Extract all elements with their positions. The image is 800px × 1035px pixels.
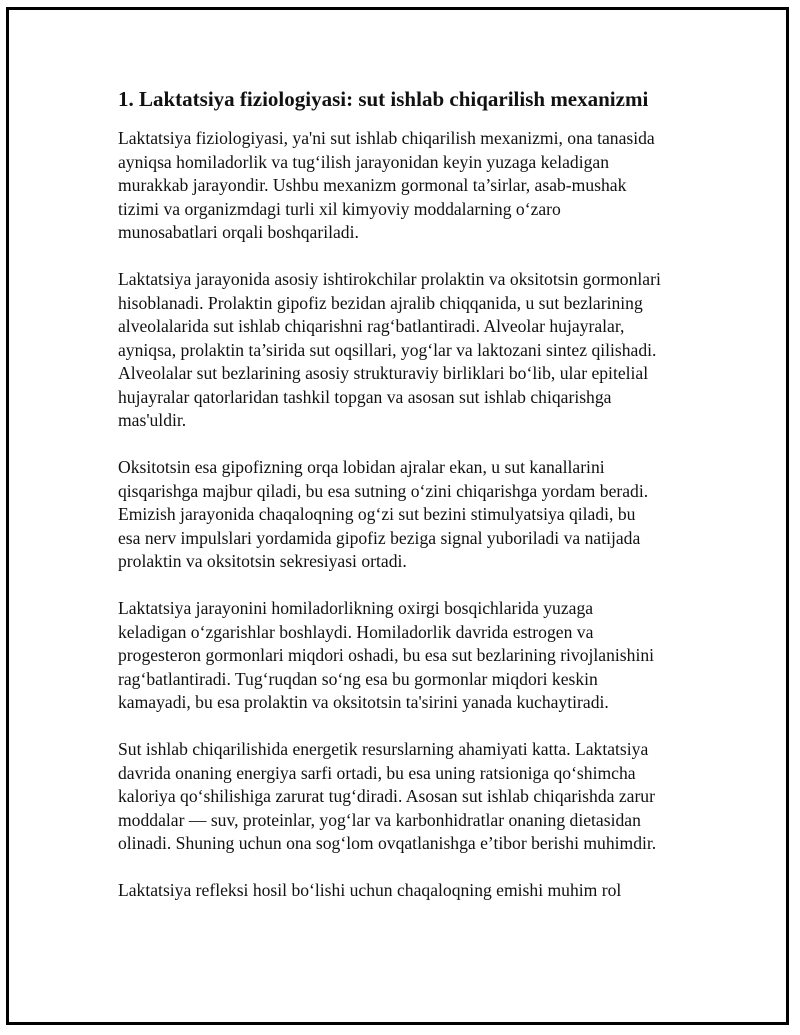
paragraph-3: Oksitotsin esa gipofizning orqa lobidan ajralar ekan, u sut kanallarini qisqarishga majbur qiladi, bu esa sutning o‘zini chiqarishga yordam beradi. Emizish jarayonida chaqaloqning og‘zi sut bezini stimulyatsiya qiladi, bu esa nerv impulslari yordamida gipofiz beziga signal yuboriladi va natijada prolaktin va oksitotsin sekresiyasi ortadi. xyxy=(118,457,649,571)
section-heading: 1. Laktatsiya fiziologiyasi: sut ishlab chiqarilish mexanizmi xyxy=(118,87,649,111)
document-body xyxy=(112,85,692,926)
paragraph-6: Laktatsiya refleksi hosil bo‘lishi uchun chaqaloqning emishi muhim rol xyxy=(118,880,622,900)
paragraph-5: Sut ishlab chiqarilishida energetik resurslarning ahamiyati katta. Laktatsiya davrida onaning energiya sarfi ortadi, bu esa uning ratsioniga qo‘shimcha kaloriya qo‘shilishiga zarurat tug‘diradi. Asosan sut ishlab chiqarishda zarur moddalar — suv, proteinlar, yog‘lar va karbonhidratlar onaning dietasidan olinadi. Shuning uchun ona sog‘lom ovqatlanishga e’tibor berishi muhimdir. xyxy=(118,739,657,853)
paragraph-4: Laktatsiya jarayonini homiladorlikning oxirgi bosqichlarida yuzaga keladigan o‘zgarishlar boshlaydi. Homiladorlik davrida estrogen va progesteron gormonlari miqdori oshadi, bu esa sut bezlarining rivojlanishini rag‘batlantiradi. Tug‘ruqdan so‘ng esa bu gormonlar miqdori keskin kamayadi, bu esa prolaktin va oksitotsin ta'sirini yanada kuchaytiradi. xyxy=(118,598,655,712)
paragraph-1: Laktatsiya fiziologiyasi, ya'ni sut ishlab chiqarilish mexanizmi, ona tanasida ayniqsa homiladorlik va tug‘ilish jarayonidan keyin yuzaga keladigan murakkab jarayondir. Ushbu mexanizm gormonal ta’sirlar, asab-mushak tizimi va organizmdagi turli xil kimyoviy moddalarning o‘zaro munosabatlari orqali boshqariladi. xyxy=(118,128,655,242)
paragraph-2: Laktatsiya jarayonida asosiy ishtirokchilar prolaktin va oksitotsin gormonlari hisoblanadi. Prolaktin gipofiz bezidan ajralib chiqqanida, u sut bezlarining alveolalarida sut ishlab chiqarishni rag‘batlantiradi. Alveolar hujayralar, ayniqsa, prolaktin ta’sirida sut oqsillari, yog‘lar va laktozani sintez qilishadi. Alveolalar sut bezlarining asosiy strukturaviy birliklari bo‘lib, ular epitelial hujayralar qatorlaridan tashkil topgan va asosan sut ishlab chiqarishga mas'uldir. xyxy=(118,269,661,430)
